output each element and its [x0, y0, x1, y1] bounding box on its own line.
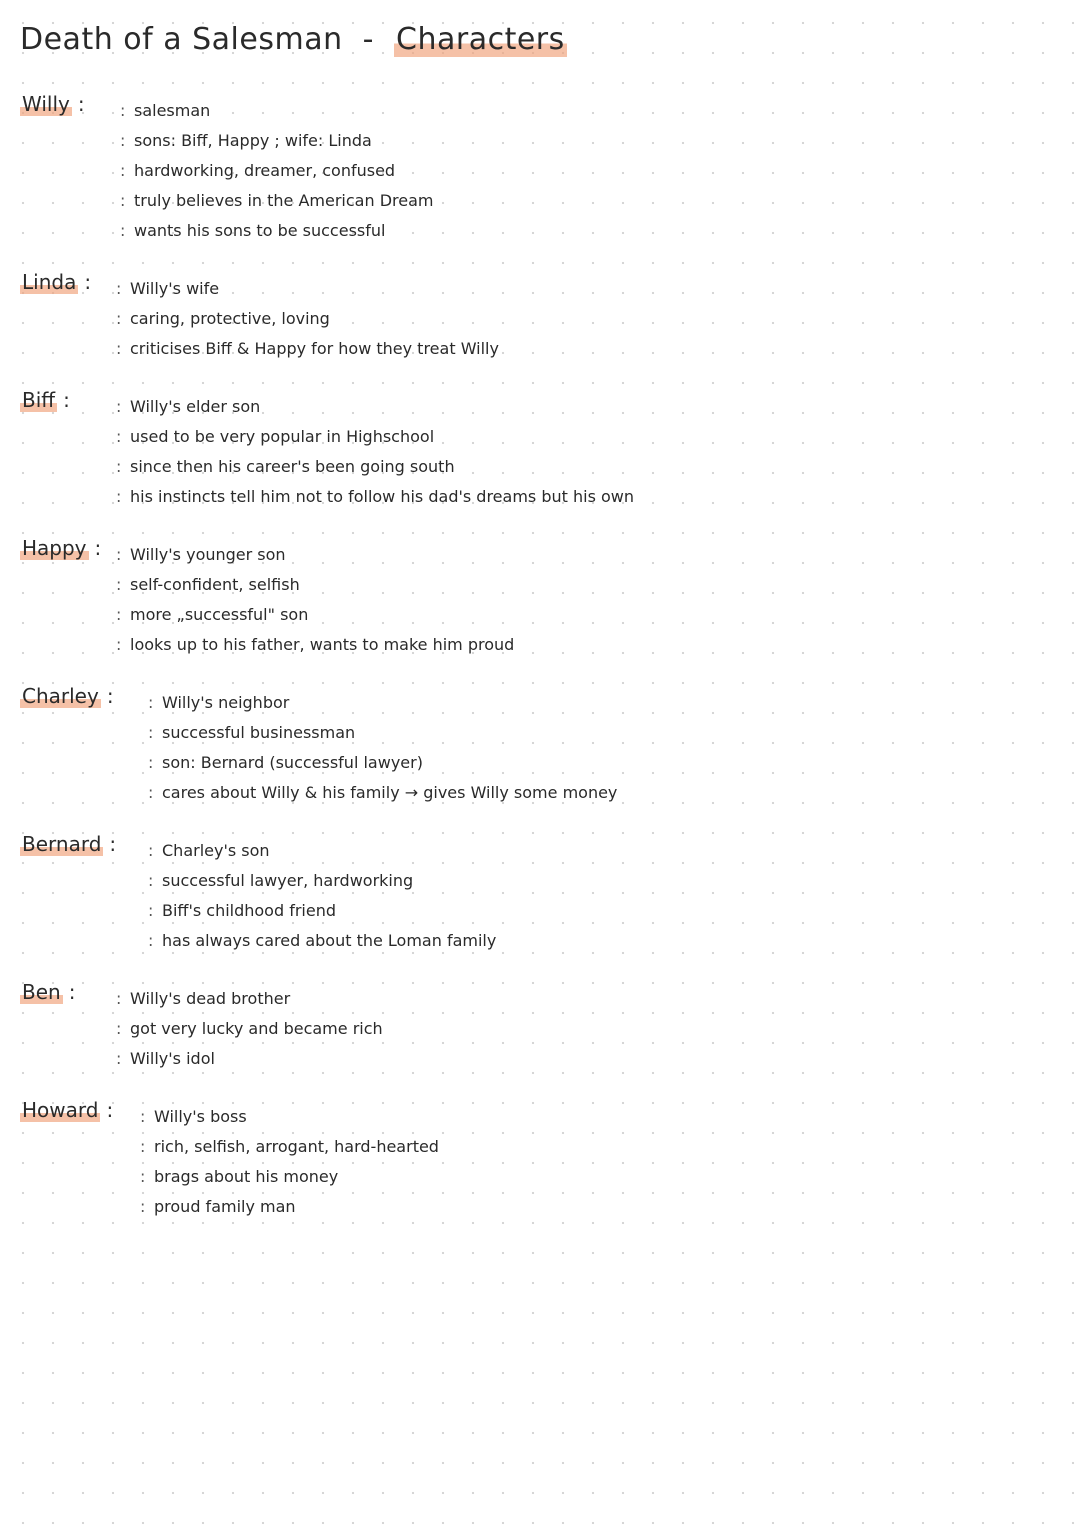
trait-list [116, 392, 634, 512]
list-item: : his instincts tell him not to follow his dad's dreams but his own [116, 482, 634, 512]
character-name: Ben : [22, 980, 76, 1004]
list-item: : successful lawyer, hardworking [148, 866, 496, 896]
list-item: : more „successful" son [116, 600, 514, 630]
list-item: : rich, selfish, arrogant, hard-hearted [140, 1132, 439, 1162]
list-item: : Willy's dead brother [116, 984, 383, 1014]
list-item: : successful businessman [148, 718, 617, 748]
list-item: : criticises Biff & Happy for how they treat Willy [116, 334, 499, 364]
list-item: : Willy's elder son [116, 392, 634, 422]
trait-list [148, 688, 617, 808]
list-item: : Willy's wife [116, 274, 499, 304]
list-item: : son: Bernard (successful lawyer) [148, 748, 617, 778]
list-item: : since then his career's been going south [116, 452, 634, 482]
list-item: : truly believes in the American Dream [120, 186, 433, 216]
trait-list [116, 540, 514, 660]
list-item: : caring, protective, loving [116, 304, 499, 334]
trait-list [148, 836, 496, 956]
list-item: : got very lucky and became rich [116, 1014, 383, 1044]
title-part-2: Characters [396, 22, 565, 57]
character-name: Linda : [22, 270, 92, 294]
list-item: : Charley's son [148, 836, 496, 866]
list-item: : Willy's neighbor [148, 688, 617, 718]
list-item: : Willy's idol [116, 1044, 383, 1074]
list-item: : wants his sons to be successful [120, 216, 433, 246]
trait-list [116, 984, 383, 1074]
character-name: Willy : [22, 92, 85, 116]
character-name: Bernard : [22, 832, 117, 856]
list-item: : salesman [120, 96, 433, 126]
page-title [20, 22, 567, 57]
list-item: : looks up to his father, wants to make him proud [116, 630, 514, 660]
character-name: Howard : [22, 1098, 114, 1122]
list-item: : cares about Willy & his family → gives Willy some money [148, 778, 617, 808]
list-item: : has always cared about the Loman family [148, 926, 496, 956]
list-item: : proud family man [140, 1192, 439, 1222]
list-item: : sons: Biff, Happy ; wife: Linda [120, 126, 433, 156]
list-item: : hardworking, dreamer, confused [120, 156, 433, 186]
list-item: : brags about his money [140, 1162, 439, 1192]
trait-list [120, 96, 433, 246]
list-item: : used to be very popular in Highschool [116, 422, 634, 452]
title-separator: - [362, 22, 374, 57]
character-name: Charley : [22, 684, 114, 708]
title-part-1: Death of a Salesman [20, 22, 343, 57]
list-item: : self-confident, selfish [116, 570, 514, 600]
character-name: Happy : [22, 536, 102, 560]
trait-list [140, 1102, 439, 1222]
trait-list [116, 274, 499, 364]
list-item: : Biff's childhood friend [148, 896, 496, 926]
list-item: : Willy's boss [140, 1102, 439, 1132]
list-item: : Willy's younger son [116, 540, 514, 570]
character-name: Biff : [22, 388, 70, 412]
